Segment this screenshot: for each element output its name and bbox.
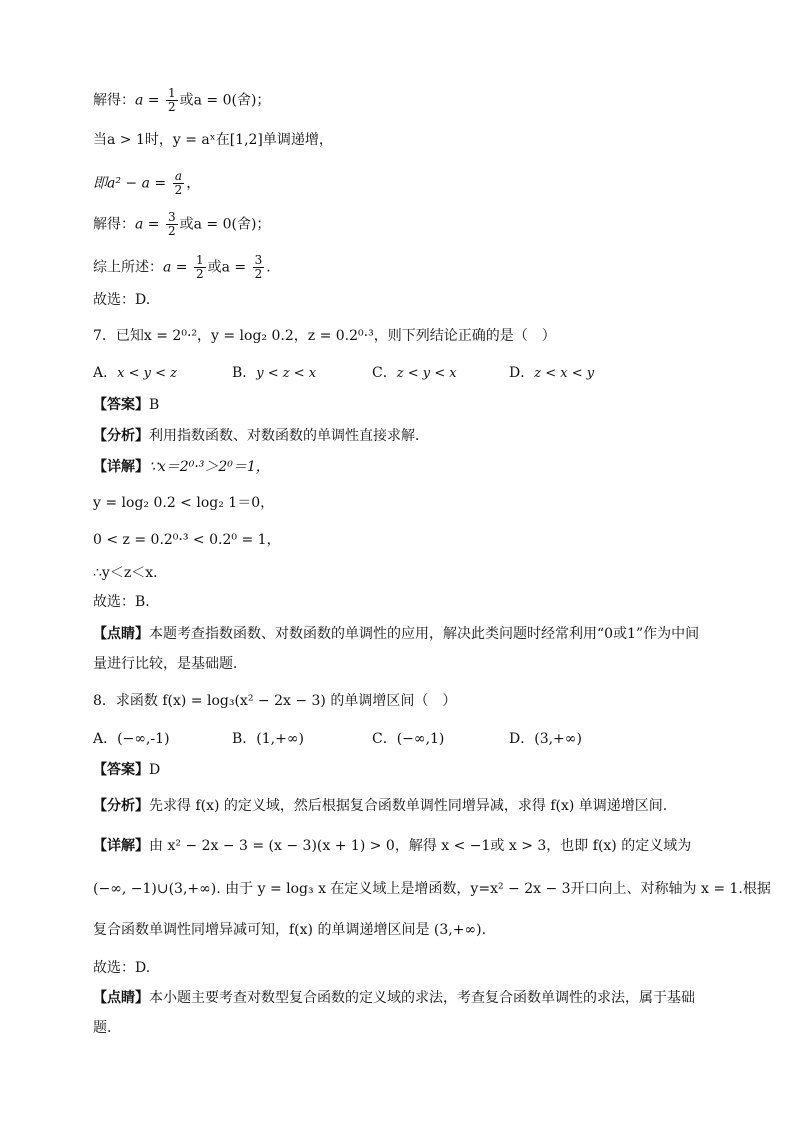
question-8-options [93, 728, 713, 750]
option-d: D．z < x < y [509, 365, 595, 381]
detail-line-4: ∴y＜z＜x． [93, 565, 168, 581]
comment-line-1: 【点睛】本题考查指数函数、对数函数的单调性的应用，解决此类问题时经常利用“0或1”作为中间 [93, 626, 700, 642]
option-a: A．(−∞,-1) [93, 731, 170, 747]
comment-line-2: 量进行比较，是基础题． [93, 656, 247, 672]
comment-line-1: 【点睛】本小题主要考查对数型复合函数的定义域的求法，考查复合函数单调性的求法，属于基础 [93, 990, 695, 1006]
question-7-stem: 7．已知x = 2⁰·²，y = log₂ 0.2，z = 0.2⁰·³，则下列结论正确的是（ ） [93, 328, 556, 344]
detail-line-1: 【详解】由 x² − 2x − 3 = (x − 3)(x + 1) > 0，解得 x < −1或 x > 3，也即 f(x) 的定义域为 [93, 838, 692, 854]
answer-line: 【答案】D [93, 762, 161, 778]
solution-line-5: 综上所述：a = $\frac{1}{2}$ 或a = $\frac{3}{2}$ . [93, 253, 271, 281]
option-c: C．(−∞,1) [372, 731, 445, 747]
option-d: D．(3,+∞) [509, 731, 582, 747]
detail-line-1: 【详解】∵x＝2⁰·³＞2⁰＝1， [93, 459, 270, 475]
solution-line-4: 解得：a = $\frac{3}{2}$ 或a = 0(舍)； [93, 210, 271, 238]
question-7-options [93, 362, 713, 384]
choose-line: 故选：D. [93, 292, 151, 308]
detail-line-2: y = log₂ 0.2 < log₂ 1＝0， [93, 495, 275, 511]
fraction: $\frac{1}{2}$ [167, 86, 176, 114]
option-b: B．y < z < x [232, 365, 317, 381]
answer-line: 【答案】B [93, 397, 160, 413]
detail-line-2: (−∞, −1)∪(3,+∞). 由于 y = log₃ x 在定义域上是增函数，y=x² − 2x − 3开口向上、对称轴为 x = 1.根据 [93, 881, 771, 897]
comment-line-2: 题. [93, 1020, 112, 1036]
question-8-stem: 8．求函数 f(x) = log₃(x² − 2x − 3) 的单调增区间（ ） [93, 693, 457, 709]
fraction: $\frac{1}{2}$ [195, 253, 204, 281]
solution-line-1: 解得：a = $\frac{1}{2}$ 或a = 0(舍)； [93, 86, 271, 114]
choose-line: 故选：B． [93, 594, 160, 610]
choose-line: 故选：D. [93, 960, 151, 976]
option-c: C．z < y < x [372, 365, 457, 381]
analysis-line: 【分析】利用指数函数、对数函数的单调性直接求解． [93, 428, 429, 444]
detail-line-3: 复合函数单调性同增异减可知，f(x) 的单调递增区间是 (3,+∞). [93, 922, 487, 938]
solution-line-2: 当a > 1时，y = aˣ在[1,2]单调递增， [93, 132, 333, 148]
fraction: $\frac{3}{2}$ [167, 210, 176, 238]
option-a: A．x < y < z [93, 365, 177, 381]
analysis-line: 【分析】先求得 f(x) 的定义域，然后根据复合函数单调性同增异减，求得 f(x) 单调递增区间. [93, 798, 668, 814]
option-b: B．(1,+∞) [232, 731, 304, 747]
fraction: $\frac{a}{2}$ [174, 169, 183, 197]
detail-line-3: 0 < z = 0.2⁰·³ < 0.2⁰ = 1， [93, 532, 281, 548]
solution-line-3: 即a² − a = $\frac{a}{2}$ ， [93, 169, 201, 197]
fraction: $\frac{3}{2}$ [254, 253, 263, 281]
